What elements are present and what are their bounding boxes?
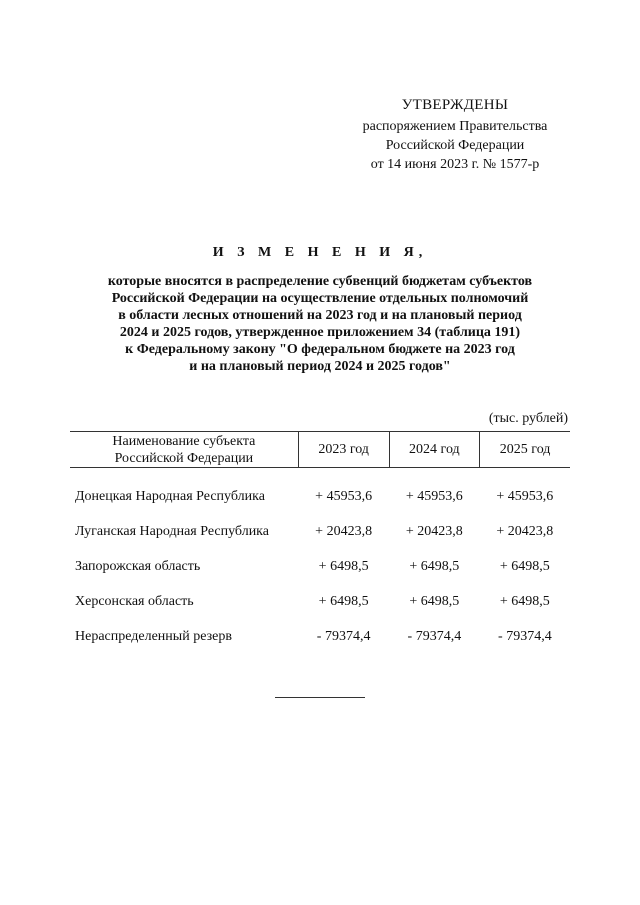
approval-line-3: от 14 июня 2023 г. № 1577-р: [370, 157, 540, 172]
document-title-block: [60, 245, 580, 375]
row-value-2024: - 79374,4: [407, 628, 462, 644]
row-value-2024: + 6498,5: [409, 558, 460, 574]
header-2024: 2024 год: [389, 432, 480, 468]
header-2023: 2023 год: [298, 432, 389, 468]
header-subject-line-2: Российской Федерации: [114, 450, 254, 466]
subvention-table: [70, 431, 570, 654]
table-row: [70, 619, 570, 654]
row-value-2023: - 79374,4: [316, 628, 371, 644]
row-value-2025: + 6498,5: [499, 593, 550, 609]
table-row: [70, 549, 570, 584]
row-value-2023: + 6498,5: [318, 558, 369, 574]
subtitle-line-2: Российской Федерации на осуществление отдельных полномочий: [111, 291, 529, 306]
subtitle-line-5: к Федеральному закону "О федеральном бюджете на 2023 год: [125, 342, 515, 357]
header-2025: 2025 год: [480, 432, 570, 468]
row-value-2024: + 20423,8: [405, 523, 463, 539]
subtitle-line-1: которые вносятся в распределение субвенций бюджетам субъектов: [107, 274, 533, 289]
row-value-2024: + 6498,5: [409, 593, 460, 609]
row-value-2023: + 20423,8: [315, 523, 373, 539]
table-header-row: [70, 432, 570, 468]
table-row: [70, 514, 570, 549]
approval-block: [340, 96, 570, 174]
table-row: [70, 479, 570, 514]
row-value-2025: - 79374,4: [498, 628, 552, 644]
header-subject-name: [70, 432, 298, 468]
table-header: [70, 432, 570, 468]
document-subtitle: [60, 273, 580, 375]
row-value-2025: + 6498,5: [499, 558, 550, 574]
approval-line-2: Российской Федерации: [385, 138, 525, 153]
subtitle-line-6: и на плановый период 2024 и 2025 годов": [189, 359, 451, 374]
document-title: И З М Е Н Е Н И Я,: [212, 245, 428, 260]
units-label: (тыс. рублей): [488, 411, 568, 426]
row-value-2023: + 6498,5: [318, 593, 369, 609]
approval-line-1: распоряжением Правительства: [362, 119, 548, 134]
row-value-2025: + 45953,6: [496, 488, 554, 504]
row-subject-name: Донецкая Народная Республика: [75, 488, 265, 504]
row-value-2025: + 20423,8: [496, 523, 554, 539]
row-value-2024: + 45953,6: [405, 488, 463, 504]
row-subject-name: Луганская Народная Республика: [75, 523, 269, 539]
approval-heading: УТВЕРЖДЕНЫ: [401, 97, 509, 113]
table-row: [70, 584, 570, 619]
table-body: [70, 468, 570, 655]
row-value-2023: + 45953,6: [315, 488, 373, 504]
row-subject-name: Запорожская область: [75, 558, 201, 574]
subtitle-line-4: 2024 и 2025 годов, утвержденное приложением 34 (таблица 191): [119, 325, 521, 340]
subtitle-line-3: в области лесных отношений на 2023 год и на плановый период: [118, 308, 522, 323]
row-subject-name: Нераспределенный резерв: [75, 628, 232, 644]
end-of-document-line: [275, 697, 365, 698]
header-subject-line-1: Наименование субъекта: [112, 433, 256, 449]
row-subject-name: Херсонская область: [75, 593, 194, 609]
table-spacer: [70, 468, 570, 480]
